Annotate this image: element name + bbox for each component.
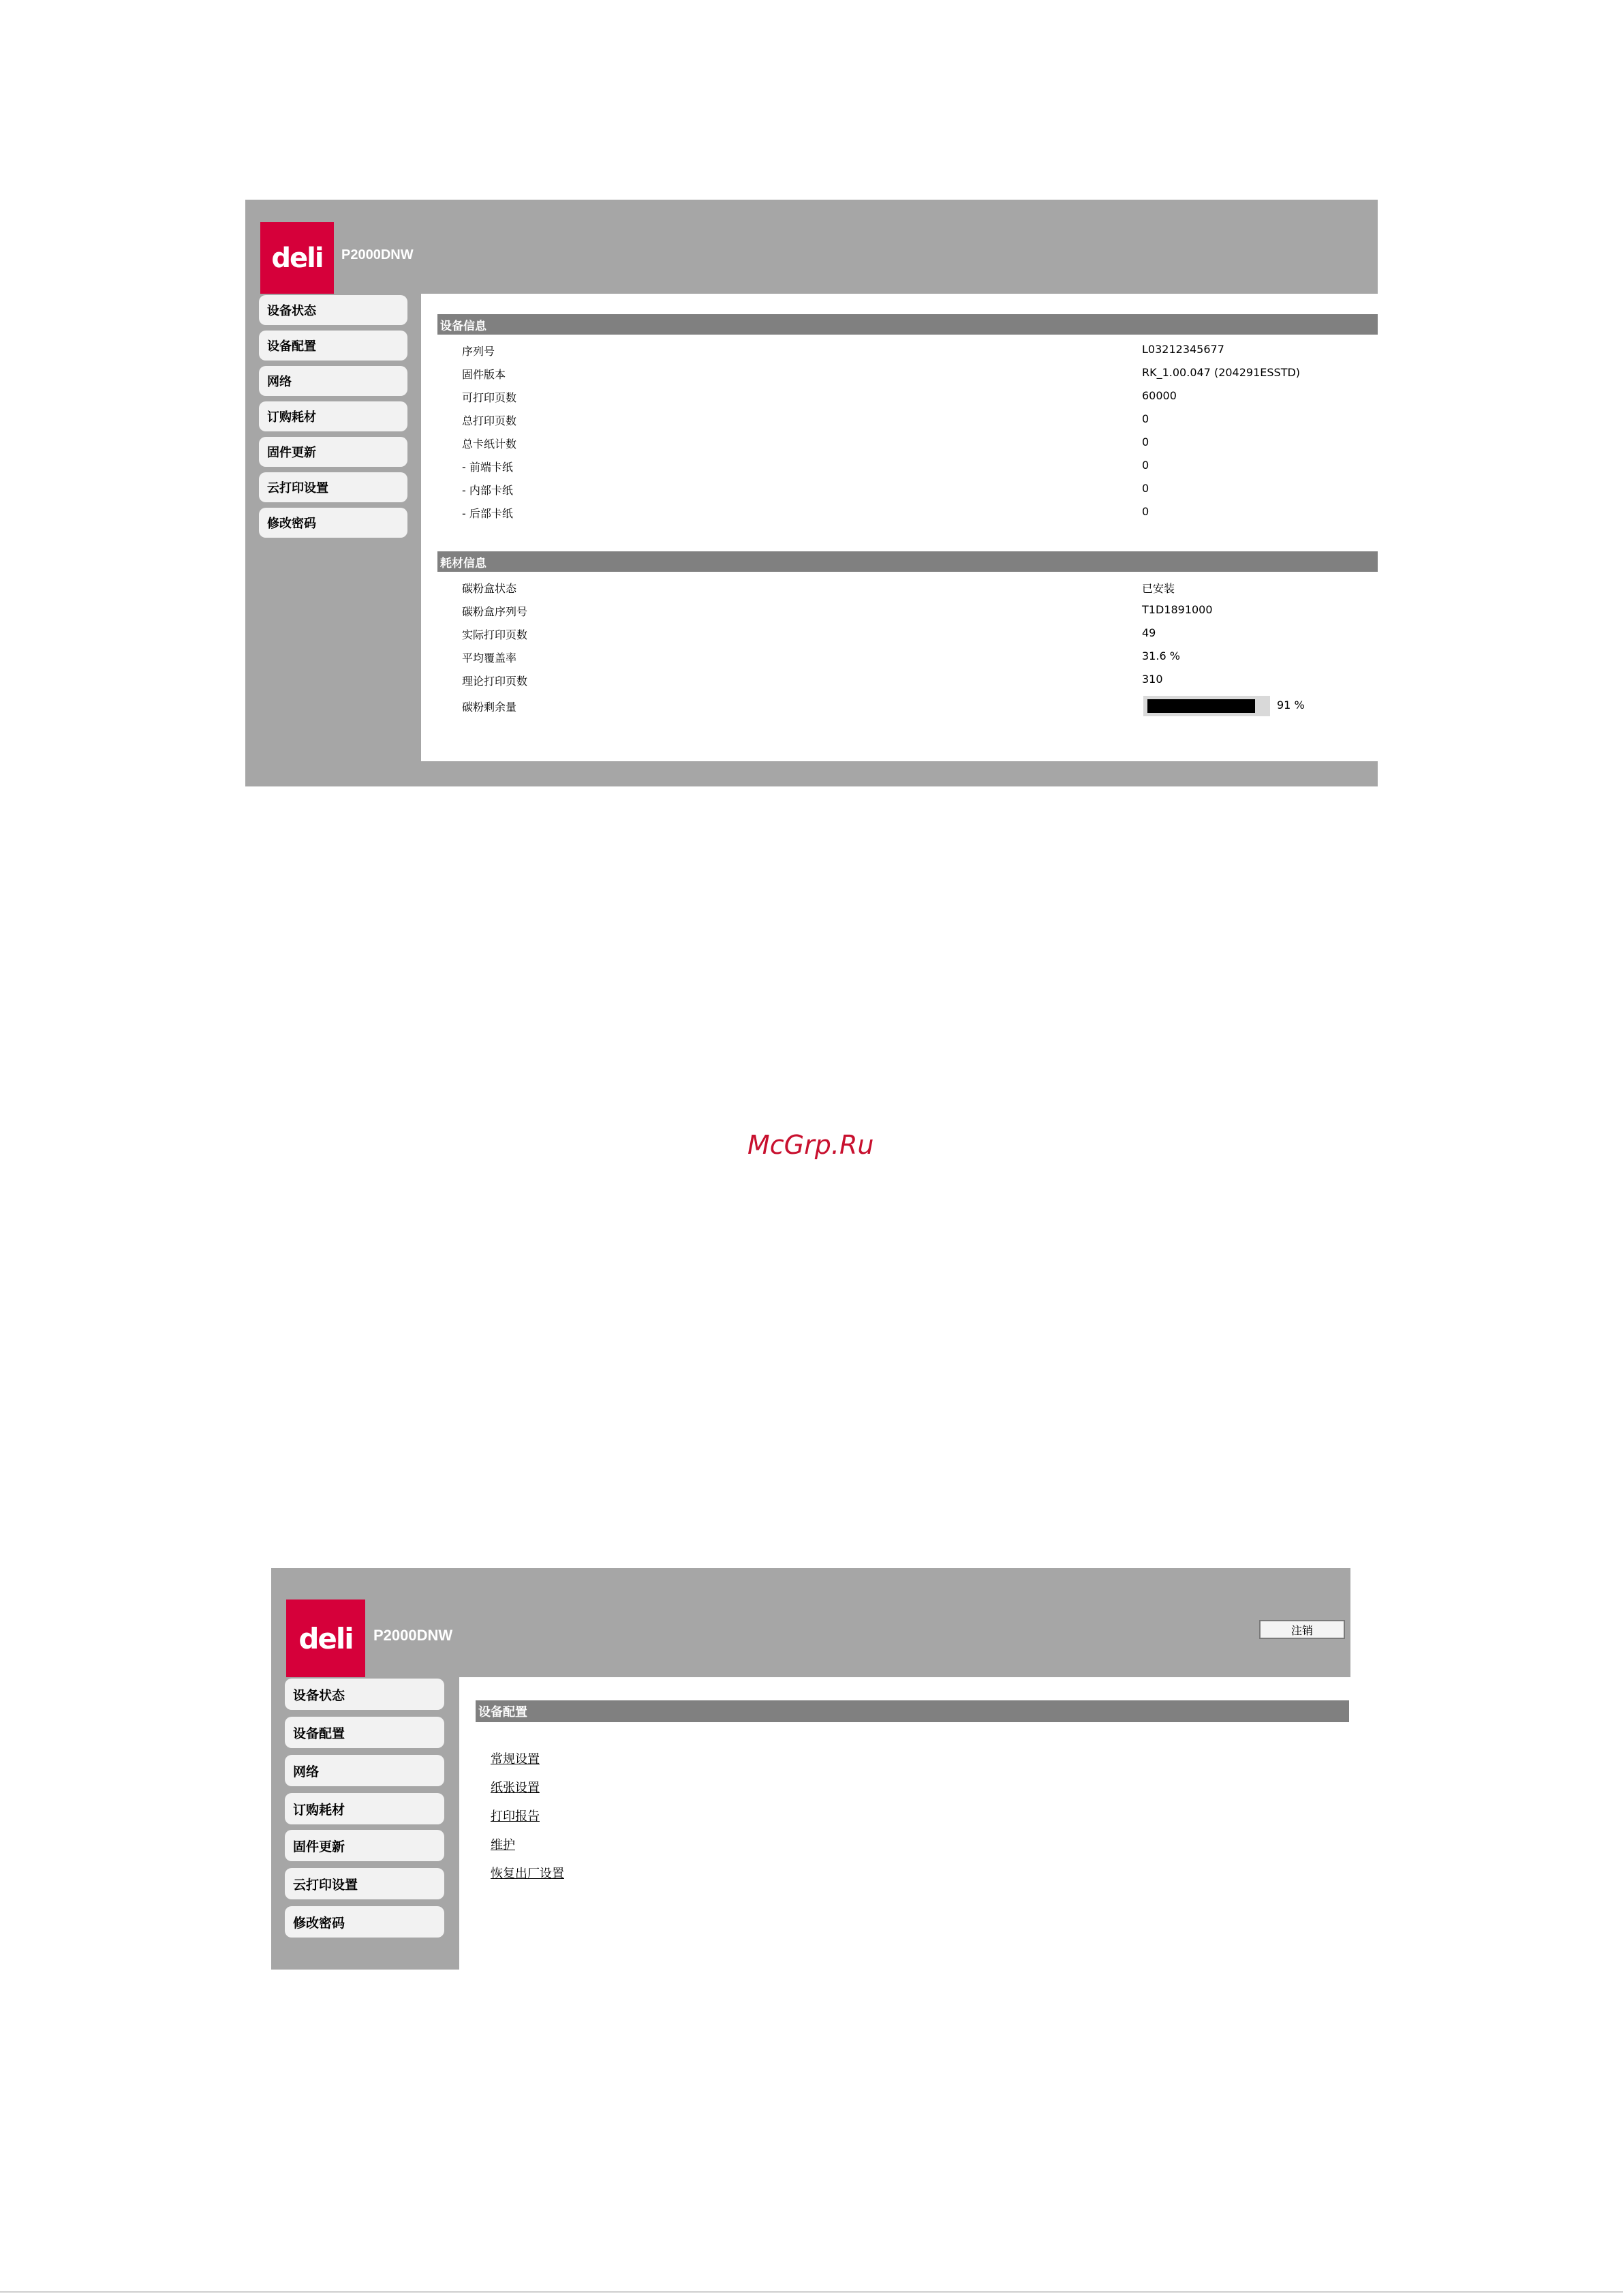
value-front-jams: 0 <box>1142 459 1149 472</box>
section-title: 设备配置 <box>478 1705 527 1719</box>
link-maintenance[interactable]: 维护 <box>491 1838 515 1852</box>
label-toner-serial: 碳粉盒序列号 <box>462 605 528 618</box>
model-name: P2000DNW <box>373 1627 453 1644</box>
value-toner-percent: 91 % <box>1277 699 1305 711</box>
logout-label: 注销 <box>1290 1623 1313 1637</box>
value-rear-jams: 0 <box>1142 505 1149 518</box>
section-title: 耗材信息 <box>440 556 486 570</box>
nav-label: 云打印设置 <box>267 481 328 495</box>
toner-level-fill <box>1147 699 1255 713</box>
value-toner-serial: T1D1891000 <box>1142 603 1213 616</box>
nav-cloud-print[interactable] <box>259 472 407 502</box>
nav-device-status[interactable] <box>285 1679 444 1710</box>
link-factory-reset[interactable]: 恢复出厂设置 <box>491 1867 564 1881</box>
nav-label: 网络 <box>293 1764 320 1779</box>
nav-firmware-update[interactable] <box>259 437 407 467</box>
value-theoretical-pages: 310 <box>1142 673 1163 686</box>
section-title: 设备信息 <box>440 319 486 333</box>
supplies-info-header <box>437 551 1378 572</box>
value-total-jams: 0 <box>1142 435 1149 448</box>
logo-text: deli <box>298 1621 353 1655</box>
nav-label: 订购耗材 <box>267 410 316 425</box>
nav-order-supplies[interactable] <box>285 1793 444 1824</box>
label-total-printed: 总打印页数 <box>462 414 517 427</box>
main-content <box>421 294 1378 761</box>
nav-label: 修改密码 <box>267 517 316 531</box>
device-info-header <box>437 314 1378 335</box>
label-front-jams: - 前端卡纸 <box>462 461 513 474</box>
nav-network[interactable] <box>285 1755 444 1786</box>
label-theoretical-pages: 理论打印页数 <box>462 675 528 688</box>
nav-label: 订购耗材 <box>293 1802 345 1818</box>
value-internal-jams: 0 <box>1142 482 1149 495</box>
label-toner-remaining: 碳粉剩余量 <box>462 701 517 714</box>
main-content <box>459 1677 1350 1970</box>
label-serial: 序列号 <box>462 345 495 358</box>
label-internal-jams: - 内部卡纸 <box>462 484 513 497</box>
nav-network[interactable] <box>259 366 407 396</box>
label-avg-coverage: 平均覆盖率 <box>462 652 517 664</box>
logout-button[interactable] <box>1259 1620 1345 1639</box>
value-firmware: RK_1.00.047 (204291ESSTD) <box>1142 366 1301 379</box>
watermark-text: McGrp.Ru <box>747 1130 874 1160</box>
label-printable-pages: 可打印页数 <box>462 391 517 404</box>
screen1-frame <box>245 200 1378 786</box>
nav-device-config[interactable] <box>285 1717 444 1748</box>
model-name: P2000DNW <box>341 247 414 262</box>
device-config-header <box>476 1700 1349 1722</box>
value-toner-status: 已安装 <box>1142 582 1175 595</box>
nav-label: 网络 <box>267 375 292 389</box>
label-firmware: 固件版本 <box>462 368 506 381</box>
nav-label: 设备配置 <box>267 339 316 354</box>
nav-label: 修改密码 <box>293 1915 345 1931</box>
nav-change-password[interactable] <box>259 508 407 538</box>
nav-order-supplies[interactable] <box>259 401 407 431</box>
deli-logo <box>286 1599 365 1677</box>
deli-logo <box>260 222 334 294</box>
nav-label: 设备配置 <box>293 1726 345 1741</box>
label-toner-status: 碳粉盒状态 <box>462 582 517 595</box>
toner-level-bar <box>1143 696 1270 716</box>
nav-label: 固件更新 <box>293 1839 345 1854</box>
nav-device-status[interactable] <box>259 295 407 325</box>
nav-device-config[interactable] <box>259 331 407 361</box>
nav-label: 云打印设置 <box>293 1877 358 1893</box>
screen2-frame <box>271 1568 1350 1970</box>
value-actual-printed: 49 <box>1142 626 1156 639</box>
label-total-jams: 总卡纸计数 <box>462 438 517 450</box>
nav-firmware-update[interactable] <box>285 1830 444 1861</box>
nav-label: 设备状态 <box>267 304 316 318</box>
link-general-settings[interactable]: 常规设置 <box>491 1752 540 1766</box>
nav-label: 设备状态 <box>293 1687 345 1703</box>
value-printable-pages: 60000 <box>1142 389 1177 402</box>
nav-change-password[interactable] <box>285 1906 444 1938</box>
link-print-reports[interactable]: 打印报告 <box>491 1809 540 1824</box>
nav-cloud-print[interactable] <box>285 1868 444 1899</box>
label-actual-printed: 实际打印页数 <box>462 628 528 641</box>
link-paper-settings[interactable]: 纸张设置 <box>491 1781 540 1795</box>
value-avg-coverage: 31.6 % <box>1142 649 1180 662</box>
value-total-printed: 0 <box>1142 412 1149 425</box>
label-rear-jams: - 后部卡纸 <box>462 507 513 520</box>
value-serial: L03212345677 <box>1142 343 1224 356</box>
page-bottom-rule <box>0 2291 1623 2293</box>
logo-text: deli <box>271 242 323 274</box>
nav-label: 固件更新 <box>267 446 316 460</box>
